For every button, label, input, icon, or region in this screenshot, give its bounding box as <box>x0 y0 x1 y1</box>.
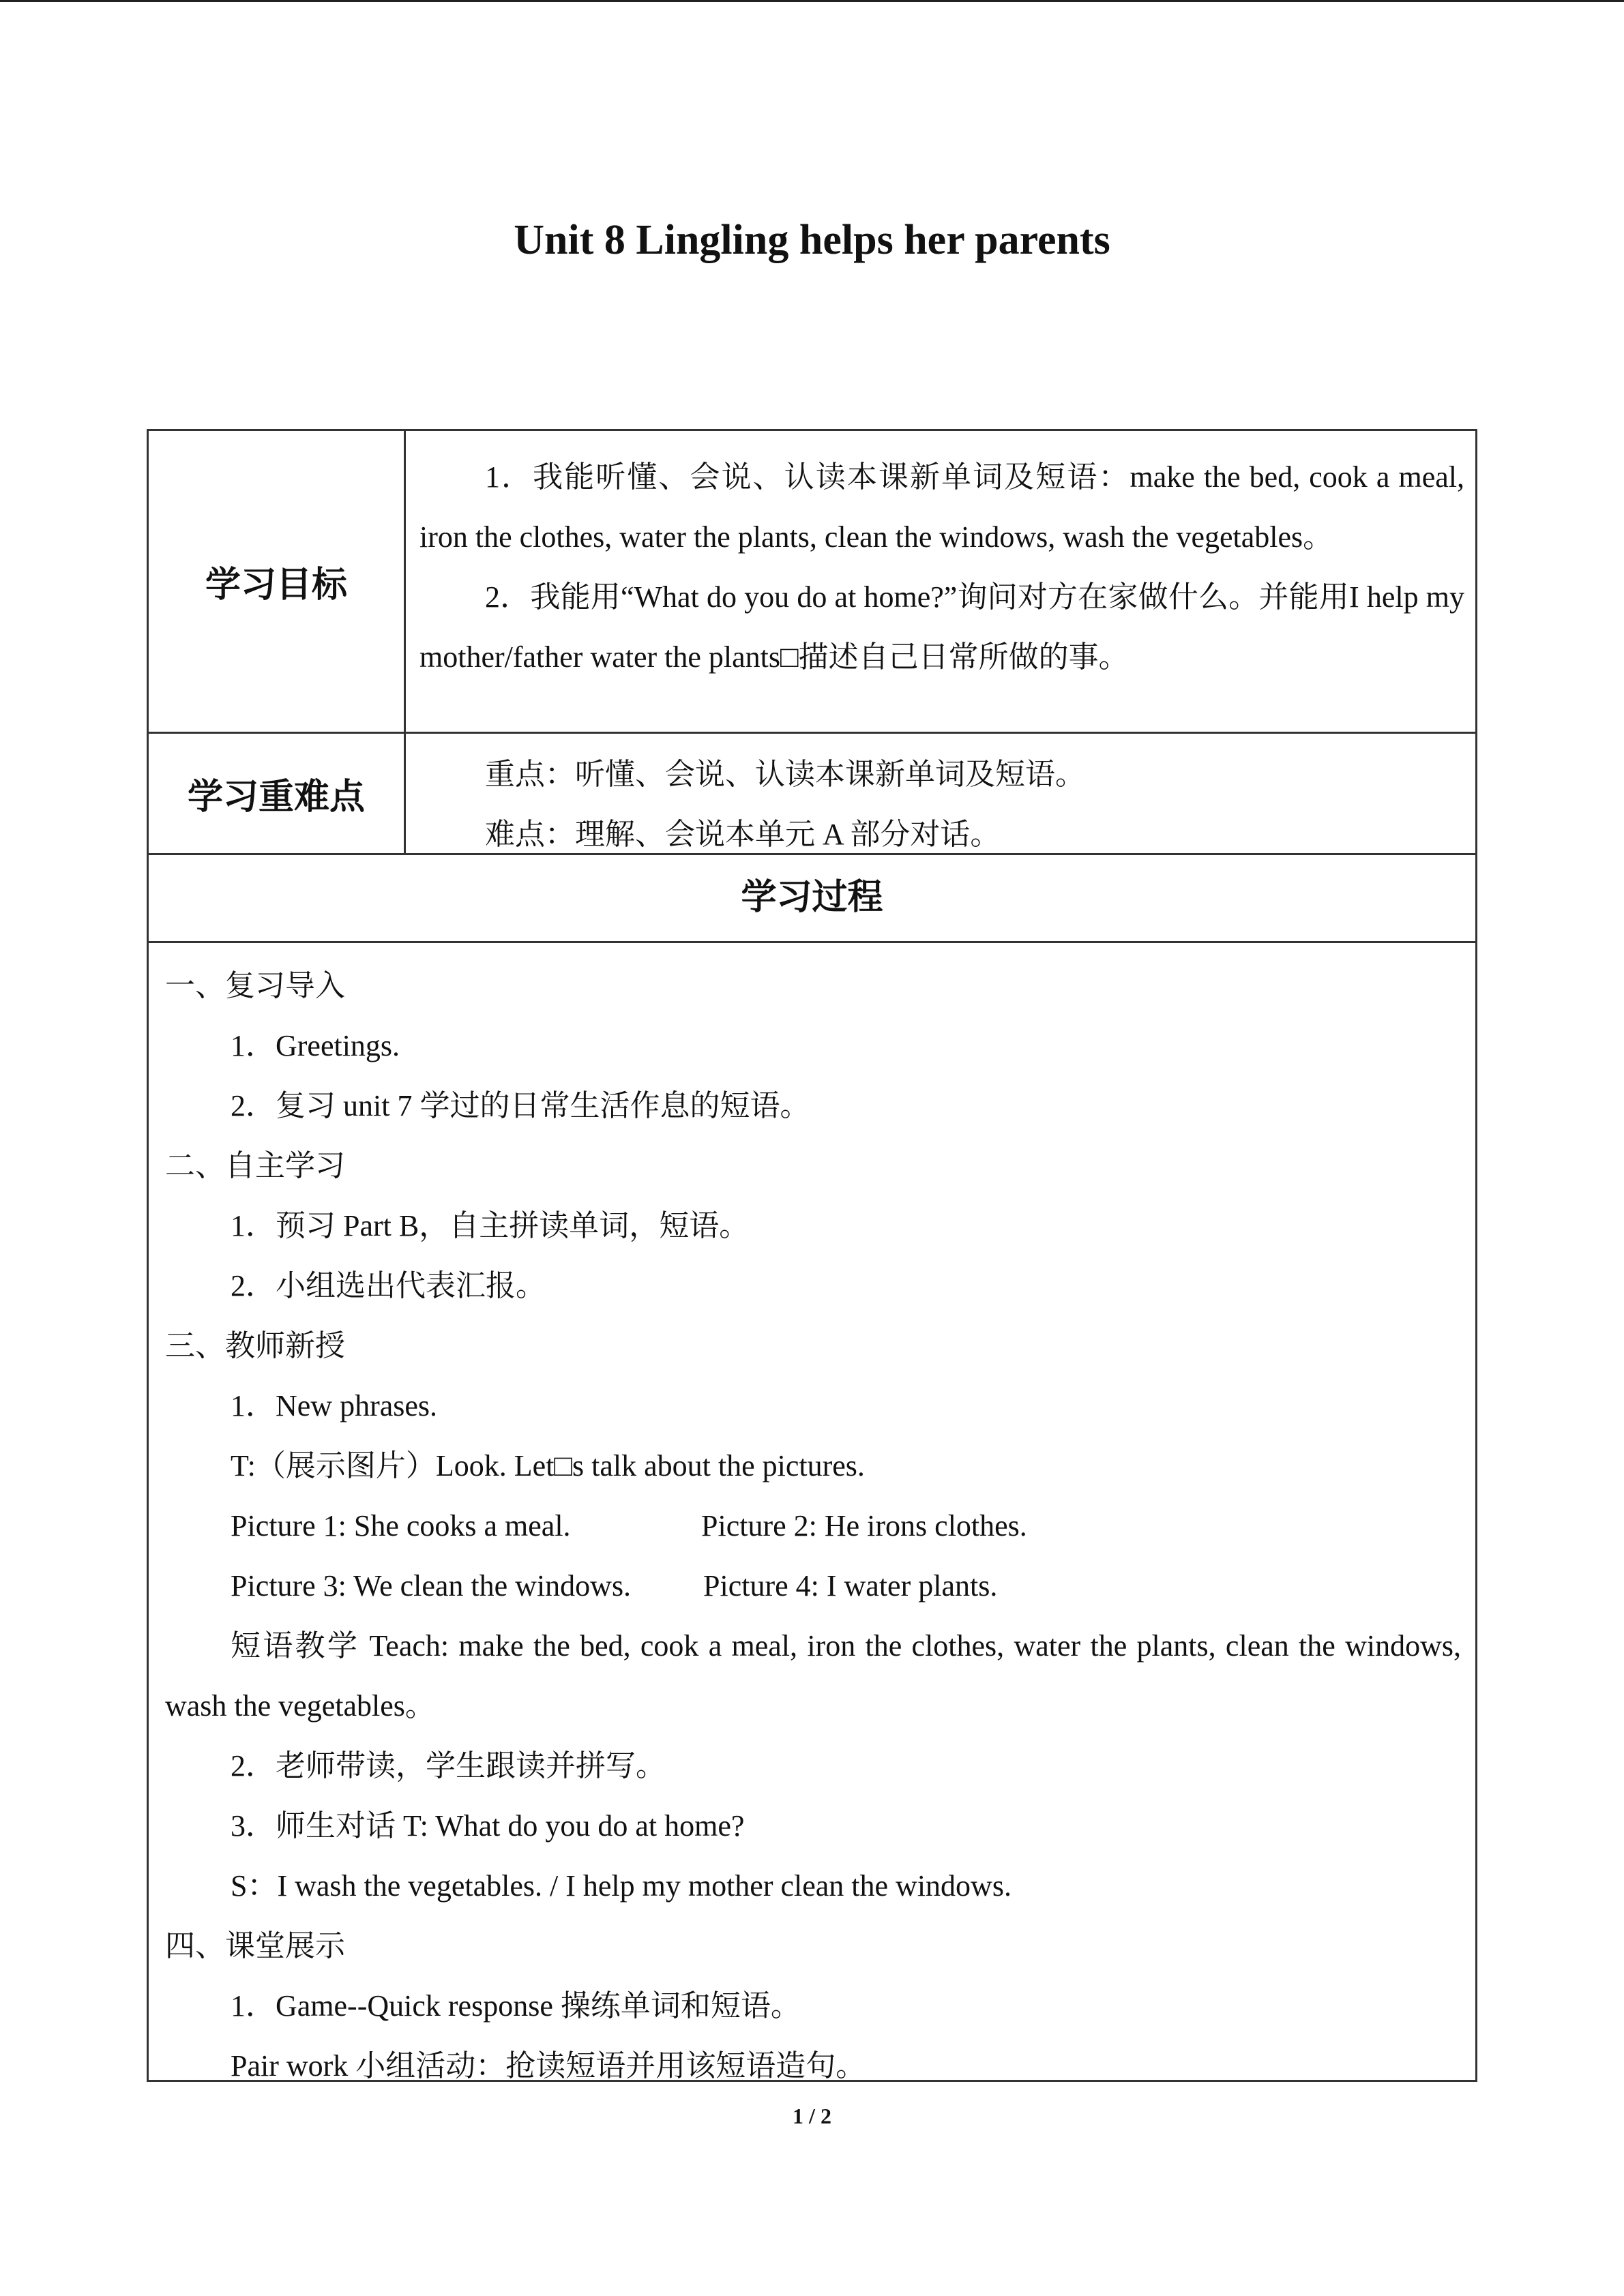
picture-row <box>165 1556 1461 1616</box>
picture-caption: Picture 4: I water plants. <box>703 1569 998 1602</box>
objectives-content <box>419 447 1464 687</box>
key-points-content <box>419 745 1464 865</box>
picture-caption: Picture 3: We clean the windows. <box>231 1569 632 1602</box>
difficulty-text: 难点：理解、会说本单元 A 部分对话。 <box>485 818 1001 851</box>
process-heading: 学习过程 <box>741 877 883 918</box>
page-number: 1 / 2 <box>793 2104 831 2128</box>
row-divider <box>149 941 1475 943</box>
lesson-table <box>147 429 1477 2082</box>
student-line: S：I wash the vegetables. / I help my mother clean the windows. <box>231 1869 1012 1903</box>
list-item: 1．Greetings. <box>231 1029 400 1062</box>
teacher-line: T:（展示图片）Look. Let□s talk about the pictures. <box>231 1449 865 1482</box>
top-border <box>0 0 1624 2</box>
list-item: 1．Game--Quick response 操练单词和短语。 <box>231 1989 801 2023</box>
list-item: 3．师生对话 T: What do you do at home? <box>231 1809 745 1843</box>
list-item: Pair work 小组活动：抢读短语并用该短语造句。 <box>231 2049 866 2083</box>
page-title: Unit 8 Lingling helps her parents <box>514 217 1110 263</box>
focus-text: 重点：听懂、会说、认读本课新单词及短语。 <box>485 758 1085 791</box>
section-heading: 三、教师新授 <box>165 1329 345 1362</box>
picture-caption: Picture 2: He irons clothes. <box>701 1509 1027 1542</box>
objectives-label: 学习目标 <box>205 565 347 606</box>
picture-caption: Picture 1: She cooks a meal. <box>231 1509 571 1542</box>
process-content <box>165 956 1461 2096</box>
section-heading: 四、课堂展示 <box>165 1929 345 1963</box>
objective-item: 2．我能用“What do you do at home?”询问对方在家做什么。并能用I help my mother/father water the plants□描述自己日常所做的事。 <box>419 580 1464 674</box>
list-item: 2．小组选出代表汇报。 <box>231 1269 546 1302</box>
key-points-label: 学习重难点 <box>187 777 365 818</box>
picture-row <box>165 1496 1461 1556</box>
list-item: 1．预习 Part B，自主拼读单词，短语。 <box>231 1209 750 1242</box>
objective-item: 1．我能听懂、会说、认读本课新单词及短语：make the bed, cook a meal, iron the clothes, water the plants, clean the windows, wash the vegetables。 <box>419 460 1464 554</box>
phrase-teaching: 短语教学 Teach: make the bed, cook a meal, iron the clothes, water the plants, clean the windows, wash the vegetables。 <box>165 1629 1461 1723</box>
list-item: 2．复习 unit 7 学过的日常生活作息的短语。 <box>231 1089 810 1122</box>
section-heading: 一、复习导入 <box>165 969 345 1002</box>
list-item: 2．老师带读，学生跟读并拼写。 <box>231 1749 666 1783</box>
column-divider <box>404 431 406 854</box>
list-item: 1．New phrases. <box>231 1389 438 1422</box>
section-heading: 二、自主学习 <box>165 1149 345 1182</box>
